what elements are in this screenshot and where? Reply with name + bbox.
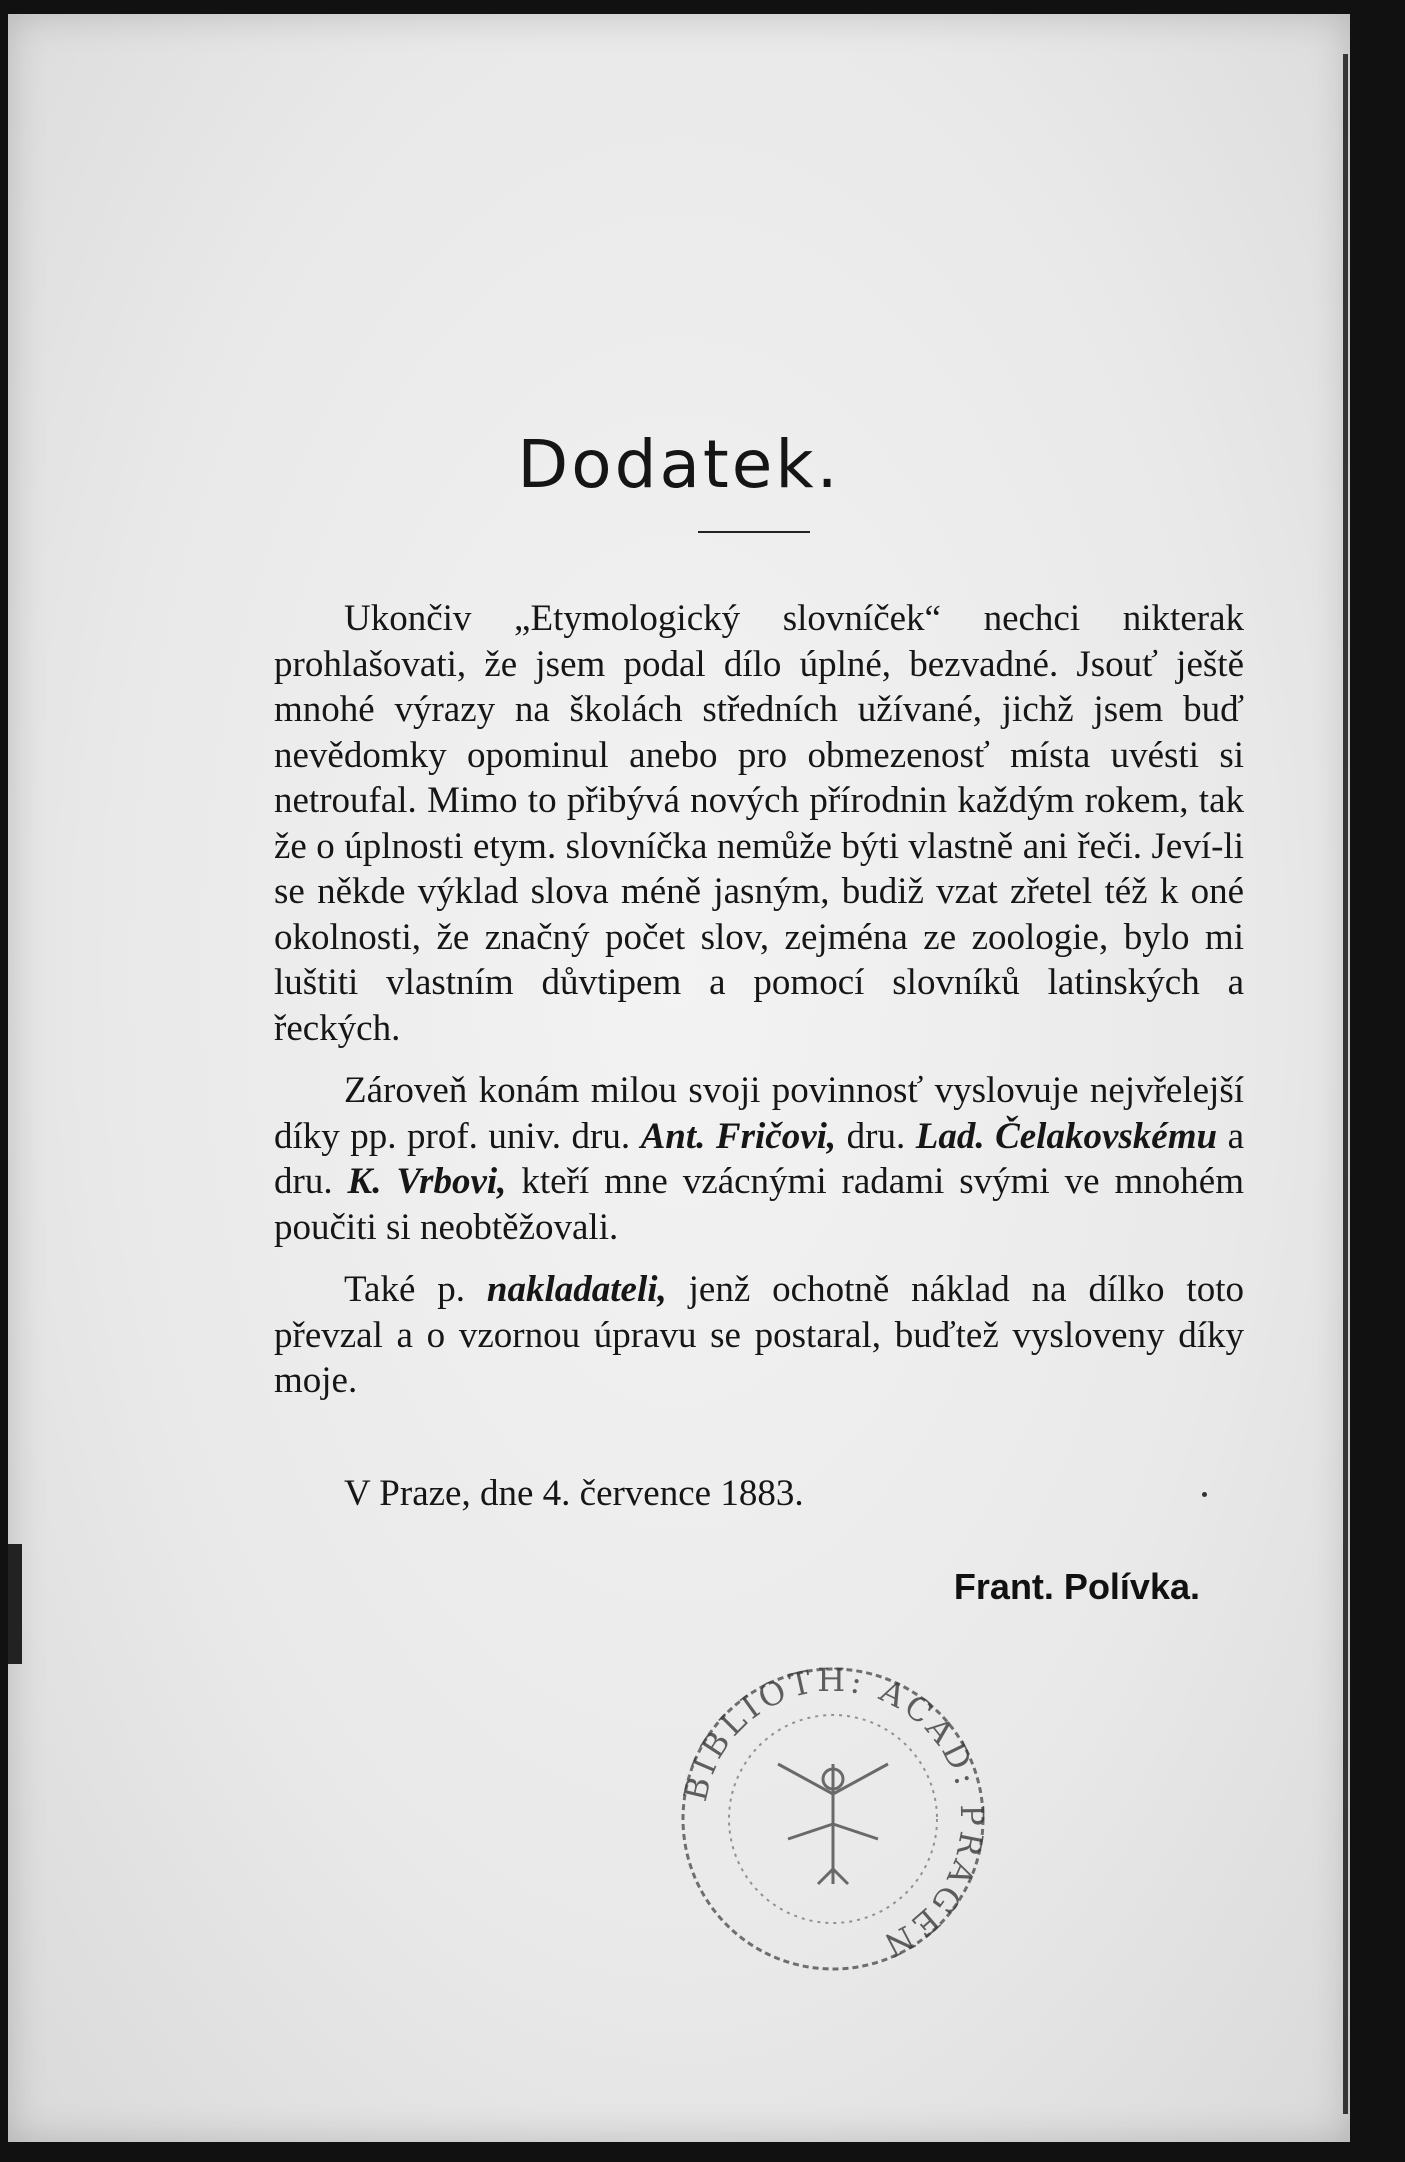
- book-page: [8, 14, 1350, 2142]
- library-stamp: [668, 1654, 998, 1984]
- paragraph-2: Zároveň konám milou svoji povinnosť vyslovuje nejvřelejší díky pp. prof. univ. dru. Ant. Fričovi, dru. Lad. Čelakovskému a dru. K. Vrbovi, kteří mne vzácnými radami svými ve mnohém poučiti si neobtěžovali.: [274, 1070, 1245, 1248]
- name-celakovsky: Lad. Čelakovskému: [915, 1115, 1218, 1157]
- svg-text:BIBLIOTH: ACAD: PRAGEN: BIBLIOTH: ACAD: PRAGEN: [676, 1660, 992, 1967]
- paragraph-3: Také p. nakladateli, jenž ochotně náklad na dílko toto převzal a o vzornou úpravu se postaral, buďtež vysloveny díky moje.: [274, 1269, 1244, 1401]
- body-text: [274, 596, 1244, 1404]
- name-publisher: nakladateli,: [486, 1269, 667, 1310]
- eagle-emblem-icon: [778, 1764, 888, 1884]
- binding-mark: [8, 1544, 22, 1664]
- signature: Frant. Polívka.: [953, 1566, 1200, 1607]
- title-rule: [698, 531, 810, 533]
- paragraph-1: Ukončiv „Etymologický slovníček“ nechci nikterak prohlašovati, že jsem podal dílo úplné, bezvadné. Jsouť ještě mnohé výrazy na školách středních užívané, jichž jsem buď nevědomky opominul anebo pro obmezenosť místa uvésti si netroufal. Mimo to přibývá nových přírodnin každým rokem, tak že o úplnosti etym. slovníčka nemůže býti vlastně ani řeči. Jeví-li se někde výklad slova méně jasným, budiž vzat zřetel též k oné okolnosti, že značný počet slov, zejména ze zoologie, bylo mi luštiti vlastním důvtipem a pomocí slovníků latinských a řeckých.: [274, 598, 1244, 1049]
- name-fric: Ant. Fričovi,: [640, 1115, 837, 1157]
- page-edge: [1343, 54, 1348, 2114]
- stray-dot: [1202, 1492, 1207, 1497]
- date-line: V Praze, dne 4. července 1883.: [344, 1473, 804, 1514]
- name-vrba: K. Vrbovi,: [347, 1161, 507, 1202]
- page-title: Dodatek.: [517, 426, 841, 503]
